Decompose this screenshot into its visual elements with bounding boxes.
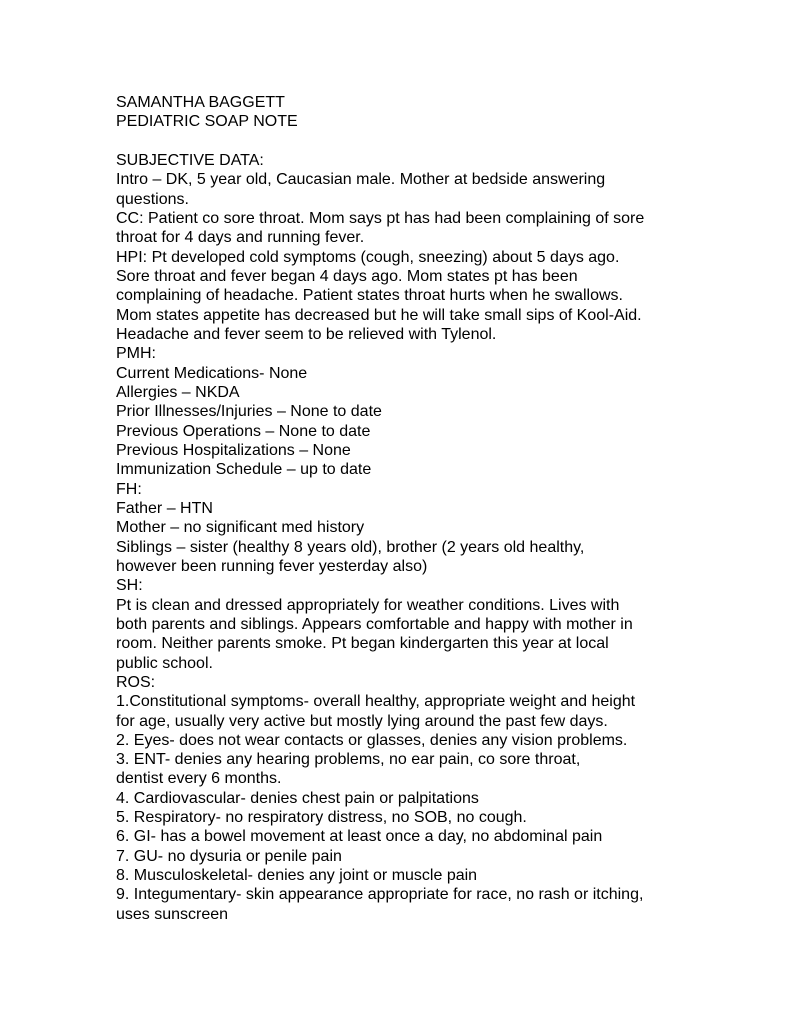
text-line: 7. GU- no dysuria or penile pain <box>116 847 342 865</box>
document-body <box>116 93 644 924</box>
text-line: Current Medications- None <box>116 364 308 382</box>
text-line: dentist every 6 months. <box>116 770 282 788</box>
text-line: both parents and siblings. Appears comfortable and happy with mother in <box>116 615 633 633</box>
text-line: public school. <box>116 654 213 672</box>
text-line: Pt is clean and dressed appropriately for weather conditions. Lives with <box>116 596 620 614</box>
text-line: Intro – DK, 5 year old, Caucasian male. Mother at bedside answering <box>116 171 606 189</box>
text-line: 1.Constitutional symptoms- overall healthy, appropriate weight and height <box>116 693 636 711</box>
text-line: Siblings – sister (healthy 8 years old), brother (2 years old healthy, <box>116 538 585 556</box>
text-line: Allergies – NKDA <box>116 383 240 401</box>
text-line: throat for 4 days and running fever. <box>116 229 365 247</box>
text-line: ROS: <box>116 673 156 691</box>
text-line: SH: <box>116 577 143 595</box>
text-line: Previous Hospitalizations – None <box>116 441 351 459</box>
text-line: 2. Eyes- does not wear contacts or glasses, denies any vision problems. <box>116 731 628 749</box>
text-line: PMH: <box>116 345 156 363</box>
text-line: Father – HTN <box>116 499 213 517</box>
text-line: complaining of headache. Patient states throat hurts when he swallows. <box>116 287 623 305</box>
text-line: Prior Illnesses/Injuries – None to date <box>116 403 382 421</box>
author-name: SAMANTHA BAGGETT <box>116 94 285 111</box>
text-line: 8. Musculoskeletal- denies any joint or muscle pain <box>116 867 478 885</box>
text-line <box>116 132 644 151</box>
text-line: Previous Operations – None to date <box>116 422 371 440</box>
text-line: questions. <box>116 190 189 208</box>
text-line: 9. Integumentary- skin appearance appropriate for race, no rash or itching, <box>116 886 644 904</box>
text-line: room. Neither parents smoke. Pt began kindergarten this year at local <box>116 635 609 653</box>
text-line: however been running fever yesterday also) <box>116 557 428 575</box>
text-line: Immunization Schedule – up to date <box>116 461 372 479</box>
text-line: Mother – no significant med history <box>116 519 365 537</box>
text-line: 3. ENT- denies any hearing problems, no ear pain, co sore throat, <box>116 751 581 769</box>
text-line: for age, usually very active but mostly lying around the past few days. <box>116 712 608 730</box>
text-line: HPI: Pt developed cold symptoms (cough, sneezing) about 5 days ago. <box>116 248 620 266</box>
text-line: 5. Respiratory- no respiratory distress, no SOB, no cough. <box>116 809 527 827</box>
text-line: uses sunscreen <box>116 905 229 923</box>
text-line: 4. Cardiovascular- denies chest pain or palpitations <box>116 789 479 807</box>
document-title: PEDIATRIC SOAP NOTE <box>116 113 298 131</box>
text-line: Mom states appetite has decreased but he will take small sips of Kool-Aid. <box>116 306 642 324</box>
text-line: CC: Patient co sore throat. Mom says pt has had been complaining of sore <box>116 209 645 227</box>
text-line: Sore throat and fever began 4 days ago. Mom states pt has been <box>116 267 578 285</box>
text-line: 6. GI- has a bowel movement at least once a day, no abdominal pain <box>116 828 603 846</box>
text-line: SUBJECTIVE DATA: <box>116 151 264 169</box>
text-line: Headache and fever seem to be relieved with Tylenol. <box>116 325 497 343</box>
text-line: FH: <box>116 480 142 498</box>
